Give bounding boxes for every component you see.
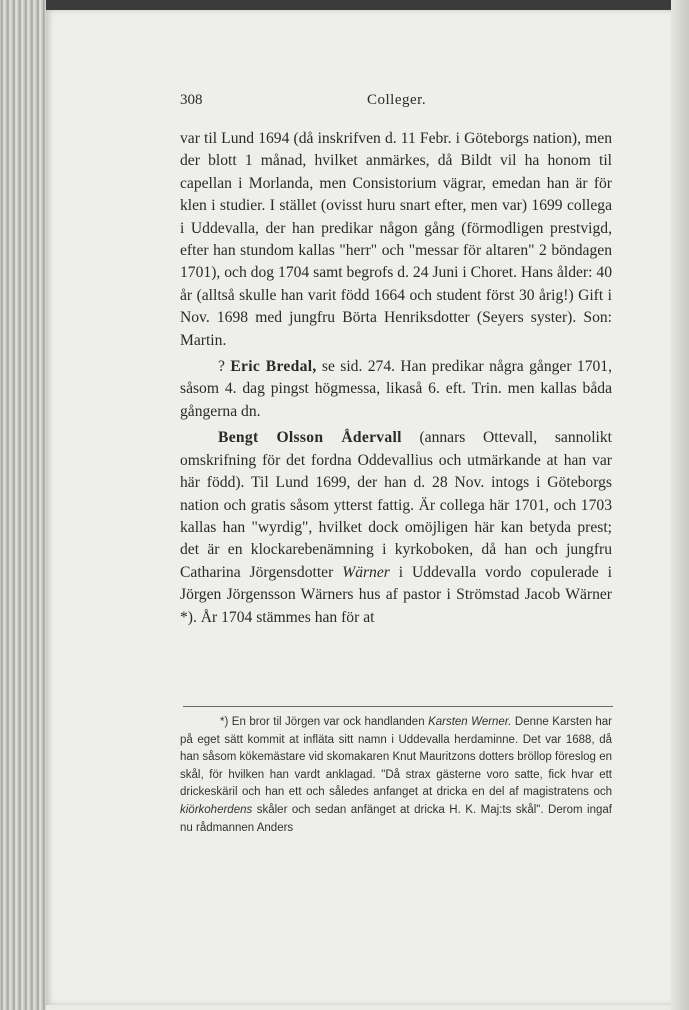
footnote-italic-2: kiörkoherdens	[180, 803, 253, 816]
paragraph-2-prefix: ?	[218, 358, 231, 376]
scan-top-edge	[0, 0, 689, 10]
footnote	[180, 714, 612, 837]
footnote-text-3: skåler och sedan anfänget at dricka H. K. Maj:ts skål". Derom ingaf nu rådmannen Anders	[180, 803, 612, 834]
running-head: Colleger.	[367, 92, 427, 108]
paragraph-2	[180, 356, 612, 423]
person-name-eric-bredal: Eric Bredal,	[230, 358, 317, 376]
footnote-rule	[183, 706, 613, 707]
footnote-text-2: Denne Karsten har på eget sätt kommit at infläta sitt namn i Uddevalla herdaminne. Det var 1688, då han såsom kökemästare vid skomakaren Knut Mauritzons dotters bröllop föreslog en skål, för hvilken han vardt anklagad. "Då strax gästerne voro satte, fick hvar ett drickeskäril och han ett och således anfanget at dricka en del af magistratens och	[180, 716, 612, 799]
paragraph-1-text: var til Lund 1694 (då inskrifven d. 11 Febr. i Göteborgs nation), men der blott 1 månad, hvilket anmärkes, då Bildt vil ha honom til capellan i Morlanda, men Consistorium vägrar, emedan han är för klen i studier. I stället (ovisst huru snart efter, men var) 1699 collega i Uddevalla, der han predikar någon gång (förmodligen prestvigd, efter han stundom kallas "herr" och "messar för altaren" 2 böndagen 1701), och dog 1704 samt begrofs d. 24 Juni i Choret. Hans ålder: 40 år (alltså skulle han varit född 1664 och student först 30 årig!) Gift i Nov. 1698 med jungfru Börta Henriksdotter (Seyers syster). Son: Martin.	[180, 130, 612, 349]
book-binding	[0, 0, 46, 1010]
page-edge-right	[671, 0, 689, 1010]
body-text	[180, 128, 612, 629]
paragraph-2-text: se sid. 274. Han predikar några gånger 1701, såsom 4. dag pingst högmessa, likaså 6. eft. Trin. men kallas båda gångerna dn.	[180, 358, 612, 420]
paragraph-1	[180, 128, 612, 352]
page-number: 308	[180, 92, 203, 108]
paragraph-3-text-b: i Uddevalla vordo copulerade i Jörgen Jörgensson Wärners hus af pastor i Strömstad Jacob Wärner *). År 1704 stämmes han för at	[180, 563, 612, 626]
footnote-marker: *)	[220, 716, 232, 728]
footnote-italic-1: Karsten Werner.	[428, 716, 512, 728]
paragraph-3	[180, 427, 612, 629]
footnote-paragraph	[180, 714, 612, 837]
page-header	[180, 92, 610, 112]
paragraph-3-italic: Wärner	[342, 563, 390, 581]
person-name-bengt-olsson: Bengt Olsson Ådervall	[218, 429, 402, 447]
paragraph-3-text-a: (annars Ottevall, sannolikt omskrifning för det fordna Oddevallius och utmärkande at han var här född). Til Lund 1699, der han d. 28 Nov. intogs i Göteborgs nation och gratis såsom ytterst fattig. Är collega här 1701, och 1703 kallas han "wyrdig", hvilket dock omöjligen här kan betyda prest; det är en klockarebenämning i kyrkoboken, då han och jungfru Catharina Jörgensdotter	[180, 429, 613, 581]
footnote-text-1: En bror til Jörgen var ock handlanden	[231, 716, 429, 728]
